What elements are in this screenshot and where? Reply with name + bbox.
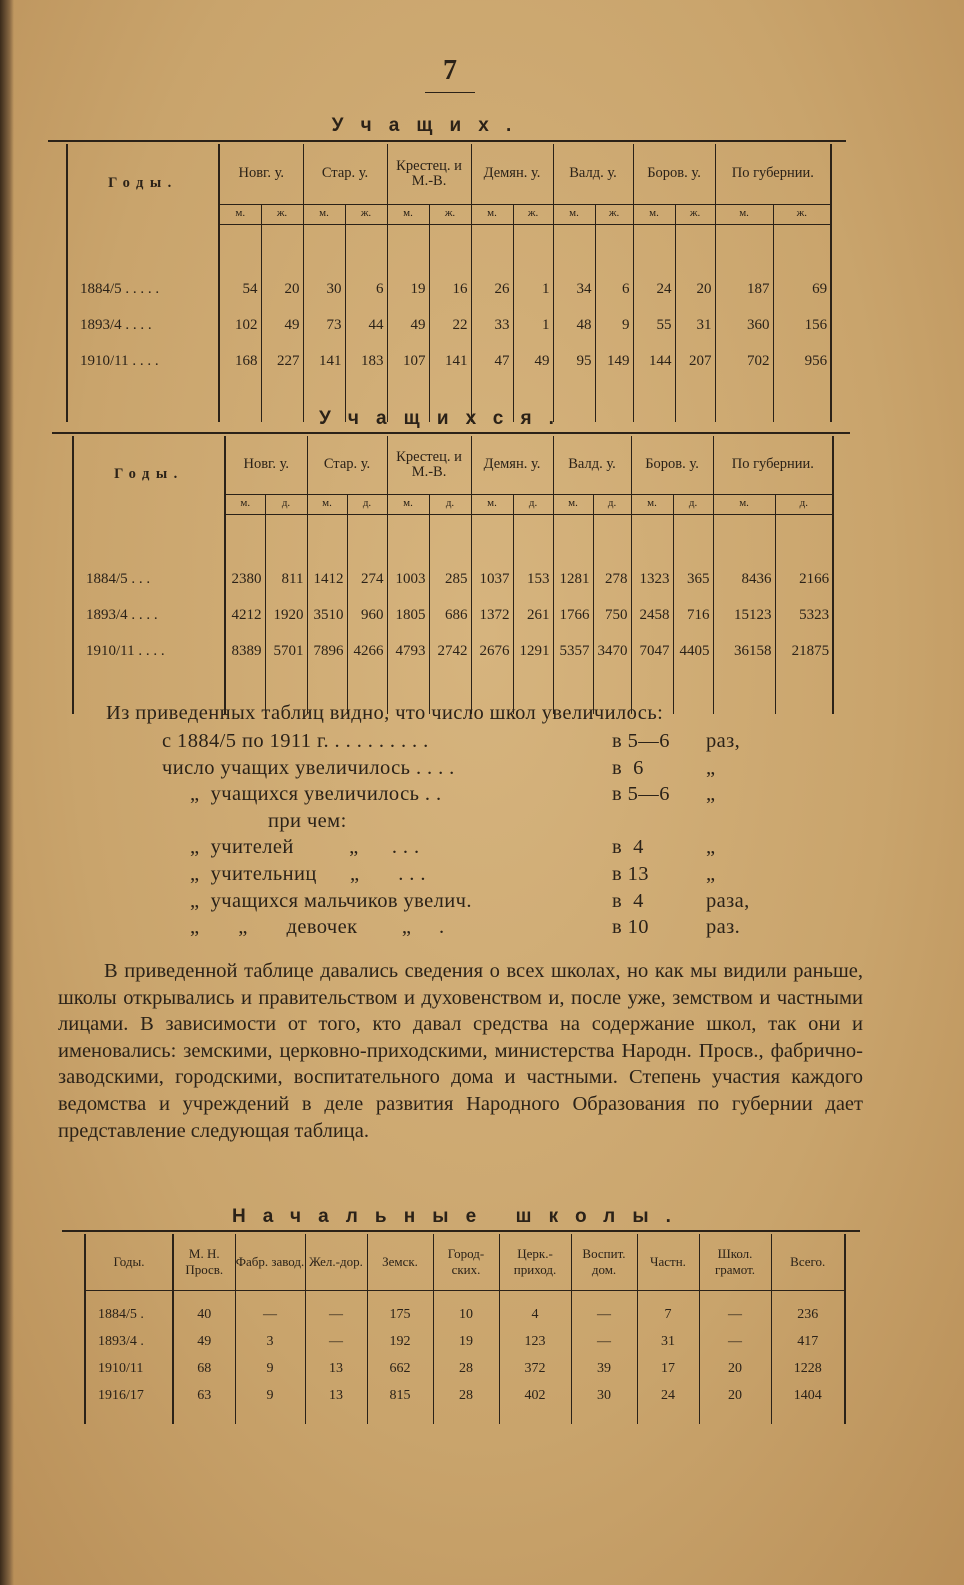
table-cell: 47 (471, 344, 513, 380)
table-cell: 402 (499, 1383, 571, 1410)
table-cell: 20 (675, 272, 715, 308)
table-pupils-top-rule (52, 432, 850, 434)
table-cell: 4 (499, 1302, 571, 1329)
district-header: Демян. у. (471, 144, 553, 204)
summary-line-a: „ учительниц „ . . . (190, 863, 426, 885)
table-cell: 49 (387, 308, 429, 344)
table-cell: 19 (433, 1329, 499, 1356)
district-header: Новг. у. (219, 144, 303, 204)
table-cell: 278 (593, 562, 631, 598)
table-cell: 102 (219, 308, 261, 344)
table-cell: 48 (553, 308, 595, 344)
summary-line-c: раз. (706, 916, 741, 939)
table-cell: 1323 (631, 562, 673, 598)
summary-line-a: „ учащихся мальчиков увелич. (190, 889, 472, 912)
table-teachers-year-header: Годы. (108, 175, 178, 192)
column-header: Школ. грамот. (699, 1234, 771, 1290)
table-cell: 141 (429, 344, 471, 380)
table-cell: 2676 (471, 634, 513, 670)
row-year: 1910/11 . . . . (86, 643, 165, 660)
table-cell: 30 (571, 1383, 637, 1410)
table-cell: 8436 (713, 562, 775, 598)
table-cell: 39 (571, 1356, 637, 1383)
sex-label: ж. (345, 204, 387, 224)
table-cell: 7047 (631, 634, 673, 670)
sex-label: м. (387, 204, 429, 224)
sex-label: м. (471, 494, 513, 514)
row-year: 1916/17 (98, 1388, 144, 1404)
summary-line-c: раза, (706, 889, 750, 912)
table-cell: 107 (387, 344, 429, 380)
row-year: 1884/5 . . . . . (80, 281, 160, 298)
sex-label: м. (631, 494, 673, 514)
row-year: 1884/5 . (98, 1307, 144, 1323)
table-cell: 1037 (471, 562, 513, 598)
table-cell: 19 (387, 272, 429, 308)
summary-line-c: „ (706, 863, 716, 885)
table-cell: 36158 (713, 634, 775, 670)
sex-label: м. (225, 494, 265, 514)
sex-label: д. (429, 494, 471, 514)
table-cell: 2380 (225, 562, 265, 598)
sex-label: м. (713, 494, 775, 514)
table-row (67, 344, 831, 380)
sex-label: м. (633, 204, 675, 224)
table-cell: 5357 (553, 634, 593, 670)
table-cell: 1291 (513, 634, 553, 670)
table-cell: 28 (433, 1383, 499, 1410)
table-cell: — (235, 1302, 305, 1329)
row-year: 1910/11 (98, 1361, 144, 1377)
table-cell: 716 (673, 598, 713, 634)
table-cell: 1805 (387, 598, 429, 634)
table-cell: 960 (347, 598, 387, 634)
summary-line-a: „ учителей „ . . . (190, 836, 420, 859)
table-cell: 15123 (713, 598, 775, 634)
district-header: По губернии. (715, 144, 831, 204)
sex-label: д. (513, 494, 553, 514)
page-number: 7 (443, 55, 457, 86)
table-row (67, 308, 831, 344)
summary-intro: Из приведенных таблиц видно, что число школ увеличилось: (106, 702, 664, 724)
table-teachers-top-rule (48, 140, 846, 142)
table-pupils (72, 436, 834, 714)
table-cell: 7896 (307, 634, 347, 670)
table-cell: 187 (715, 272, 773, 308)
table-cell: 49 (173, 1329, 235, 1356)
sex-label: д. (593, 494, 631, 514)
table-cell: 156 (773, 308, 831, 344)
body-paragraph-text: В приведенной таблице давались сведения о всех школах, но как мы видили раньше, школы открывались и правительством и духовенством и, после уже, земством и частными лицами. В зависимости от того, кто давал средства на содержание школ, так они и именовались: земскими, церковно-приходскими, министерства Народн. Просв., фабрично-заводскими, городскими, воспитательного дома и частными. Степень участия каждого ведомства и учреждений в деле развития Народного Образования по губернии дает представление следующая таблица. (58, 960, 863, 1142)
district-header: Крестец. и М.-В. (387, 144, 471, 204)
table-teachers-caption: Учащих. (331, 115, 529, 136)
summary-line-c: „ (706, 783, 716, 806)
table-cell: — (571, 1329, 637, 1356)
table-cell: 6 (345, 272, 387, 308)
sex-label: м. (303, 204, 345, 224)
table-cell: 17 (637, 1356, 699, 1383)
book-spine-shadow (0, 0, 14, 1585)
column-header: Город-ских. (433, 1234, 499, 1290)
table-cell: 4212 (225, 598, 265, 634)
table-cell: 49 (261, 308, 303, 344)
sex-label: ж. (429, 204, 471, 224)
table-cell: 24 (637, 1383, 699, 1410)
summary-line-a: „ учащихся увеличилось . . (190, 783, 442, 806)
table-pupils-caption: Учащихся. (318, 408, 572, 429)
sex-label: д. (265, 494, 307, 514)
table-cell: 9 (235, 1383, 305, 1410)
table-cell: 21875 (775, 634, 833, 670)
table-cell: 4266 (347, 634, 387, 670)
table-cell: 417 (771, 1329, 845, 1356)
sex-label: д. (673, 494, 713, 514)
summary-line-b: в 10 (612, 916, 649, 939)
table-cell: 7 (637, 1302, 699, 1329)
table-row (67, 272, 831, 308)
table-cell: 1 (513, 272, 553, 308)
sex-label: м. (387, 494, 429, 514)
row-year: 1910/11 . . . . (80, 353, 159, 370)
table-cell: 24 (633, 272, 675, 308)
sex-label: ж. (261, 204, 303, 224)
sex-label: ж. (595, 204, 633, 224)
row-year: 1893/4 . . . . (86, 607, 158, 624)
sex-label: ж. (513, 204, 553, 224)
sex-label: ж. (675, 204, 715, 224)
table-cell: 33 (471, 308, 513, 344)
table-cell: 149 (595, 344, 633, 380)
sex-label: д. (347, 494, 387, 514)
column-header: Фабр. завод. (235, 1234, 305, 1290)
table-cell: 372 (499, 1356, 571, 1383)
table-cell: 26 (471, 272, 513, 308)
table-cell: 54 (219, 272, 261, 308)
table-cell: 40 (173, 1302, 235, 1329)
sex-label: м. (553, 204, 595, 224)
table-cell: 956 (773, 344, 831, 380)
table-cell: 153 (513, 562, 553, 598)
table-schools-top-rule (62, 1230, 860, 1232)
table-cell: 44 (345, 308, 387, 344)
table-teachers (66, 144, 832, 422)
sex-label: м. (553, 494, 593, 514)
table-cell: 22 (429, 308, 471, 344)
table-cell: 662 (367, 1356, 433, 1383)
summary-line-a: при чем: (268, 809, 347, 832)
table-cell: 750 (593, 598, 631, 634)
table-row (73, 598, 833, 634)
table-cell: — (699, 1329, 771, 1356)
table-cell: — (305, 1329, 367, 1356)
table-cell: 365 (673, 562, 713, 598)
summary-line-b: в 6 (612, 756, 644, 779)
table-row (85, 1383, 845, 1410)
table-cell: 9 (595, 308, 633, 344)
table-cell: 2742 (429, 634, 471, 670)
table-cell: 360 (715, 308, 773, 344)
table-cell: 207 (675, 344, 715, 380)
table-cell: — (699, 1302, 771, 1329)
column-header: Жел.-дор. (305, 1234, 367, 1290)
summary-line-b: в 5—6 (612, 730, 670, 752)
table-cell: 1404 (771, 1383, 845, 1410)
district-header: Валд. у. (553, 436, 631, 494)
summary-line-a: „ „ девочек „ . (190, 916, 445, 939)
table-cell: 68 (173, 1356, 235, 1383)
table-cell: 95 (553, 344, 595, 380)
table-cell: 9 (235, 1356, 305, 1383)
district-header: Боров. у. (631, 436, 713, 494)
table-cell: 261 (513, 598, 553, 634)
table-pupils-year-header: Годы. (114, 466, 184, 483)
district-header: Крестец. и М.-В. (387, 436, 471, 494)
table-cell: 192 (367, 1329, 433, 1356)
table-cell: 141 (303, 344, 345, 380)
table-schools-caption: Начальные школы. (231, 1206, 689, 1227)
sex-label: д. (775, 494, 833, 514)
table-schools-year-header: Годы. (85, 1234, 173, 1290)
district-header: Стар. у. (307, 436, 387, 494)
table-row (85, 1302, 845, 1329)
column-header: Всего. (771, 1234, 845, 1290)
table-cell: 8389 (225, 634, 265, 670)
table-cell: 686 (429, 598, 471, 634)
column-header: Земск. (367, 1234, 433, 1290)
table-cell: 144 (633, 344, 675, 380)
summary-line-a: число учащих увеличилось . . . . (162, 756, 455, 779)
district-header: Стар. у. (303, 144, 387, 204)
table-cell: 811 (265, 562, 307, 598)
table-cell: 10 (433, 1302, 499, 1329)
table-cell: 20 (699, 1383, 771, 1410)
table-cell: — (305, 1302, 367, 1329)
table-cell: 236 (771, 1302, 845, 1329)
summary-line-a: с 1884/5 по 1911 г. . . . . . . . . . (162, 730, 429, 752)
table-cell: 55 (633, 308, 675, 344)
sex-label: м. (307, 494, 347, 514)
table-schools (84, 1234, 846, 1424)
table-cell: 16 (429, 272, 471, 308)
sex-label: м. (471, 204, 513, 224)
page-number-underline (425, 92, 475, 93)
summary-line-b: в 13 (612, 863, 649, 885)
table-cell: 274 (347, 562, 387, 598)
table-cell: — (571, 1302, 637, 1329)
table-cell: 2458 (631, 598, 673, 634)
table-cell: 1 (513, 308, 553, 344)
table-cell: 168 (219, 344, 261, 380)
table-cell: 34 (553, 272, 595, 308)
table-cell: 20 (699, 1356, 771, 1383)
column-header: Воспит. дом. (571, 1234, 637, 1290)
table-cell: 13 (305, 1356, 367, 1383)
district-header: Боров. у. (633, 144, 715, 204)
table-row (85, 1356, 845, 1383)
row-year: 1893/4 . (98, 1334, 144, 1350)
table-cell: 2166 (775, 562, 833, 598)
table-cell: 1003 (387, 562, 429, 598)
table-cell: 4793 (387, 634, 429, 670)
district-header: По губернии. (713, 436, 833, 494)
row-year: 1893/4 . . . . (80, 317, 152, 334)
column-header: Церк.-приход. (499, 1234, 571, 1290)
district-header: Демян. у. (471, 436, 553, 494)
table-cell: 1412 (307, 562, 347, 598)
summary-line-c: „ (706, 836, 716, 859)
sex-label: м. (219, 204, 261, 224)
table-cell: 3470 (593, 634, 631, 670)
table-cell: 28 (433, 1356, 499, 1383)
table-cell: 31 (637, 1329, 699, 1356)
table-row (73, 634, 833, 670)
sex-label: м. (715, 204, 773, 224)
table-row (85, 1329, 845, 1356)
table-cell: 13 (305, 1383, 367, 1410)
table-cell: 1281 (553, 562, 593, 598)
column-header: М. Н. Просв. (173, 1234, 235, 1290)
summary-line-b: в 4 (612, 889, 644, 912)
row-year: 1884/5 . . . (86, 571, 151, 588)
table-cell: 3510 (307, 598, 347, 634)
sex-label: ж. (773, 204, 831, 224)
table-cell: 123 (499, 1329, 571, 1356)
table-cell: 6 (595, 272, 633, 308)
table-cell: 73 (303, 308, 345, 344)
table-cell: 815 (367, 1383, 433, 1410)
table-cell: 3 (235, 1329, 305, 1356)
table-cell: 1920 (265, 598, 307, 634)
table-cell: 31 (675, 308, 715, 344)
table-row (73, 562, 833, 598)
table-cell: 4405 (673, 634, 713, 670)
table-cell: 227 (261, 344, 303, 380)
summary-line-c: „ (706, 756, 716, 779)
table-cell: 5701 (265, 634, 307, 670)
table-cell: 5323 (775, 598, 833, 634)
table-cell: 30 (303, 272, 345, 308)
summary-line-b: в 4 (612, 836, 644, 859)
table-cell: 285 (429, 562, 471, 598)
table-cell: 1228 (771, 1356, 845, 1383)
column-header: Частн. (637, 1234, 699, 1290)
table-cell: 702 (715, 344, 773, 380)
table-cell: 69 (773, 272, 831, 308)
table-cell: 49 (513, 344, 553, 380)
summary-line-b: в 5—6 (612, 783, 670, 806)
table-cell: 20 (261, 272, 303, 308)
district-header: Новг. у. (225, 436, 307, 494)
table-cell: 1372 (471, 598, 513, 634)
table-cell: 175 (367, 1302, 433, 1329)
table-cell: 63 (173, 1383, 235, 1410)
table-cell: 183 (345, 344, 387, 380)
district-header: Валд. у. (553, 144, 633, 204)
summary-line-c: раз, (706, 730, 741, 752)
table-cell: 1766 (553, 598, 593, 634)
body-paragraph (58, 958, 863, 1144)
